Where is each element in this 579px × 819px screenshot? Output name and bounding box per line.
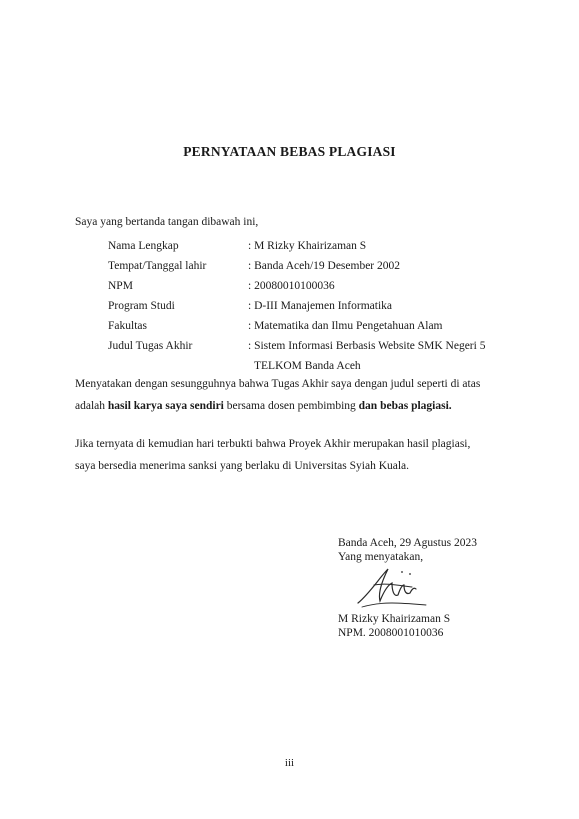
statement-text: adalah [75,400,108,412]
statement-line-1: Menyatakan dengan sesungguhnya bahwa Tugas Akhir saya dengan judul seperti di atas [75,378,481,390]
field-value: : Banda Aceh/19 Desember 2002 [248,260,401,272]
statement-paragraph [75,373,505,417]
statement-emphasis: hasil karya saya sendiri [107,400,224,412]
statement-emphasis: dan bebas plagiasi. [358,400,452,412]
field-value: : Sistem Informasi Berbasis Website SMK Negeri 5 [248,340,486,352]
field-label: Fakultas [108,320,147,332]
field-value-continuation: TELKOM Banda Aceh [254,360,361,372]
consequence-line-2: saya bersedia menerima sanksi yang berlaku di Universitas Syiah Kuala. [75,460,410,472]
intro-text: Saya yang bertanda tangan dibawah ini, [75,216,259,228]
page-number: iii [284,757,295,769]
handwritten-signature-icon [352,563,438,609]
place-date: Banda Aceh, 29 Agustus 2023 [338,537,477,549]
field-value: : Matematika dan Ilmu Pengetahuan Alam [248,320,443,332]
field-label: NPM [108,280,133,292]
field-value: : D-III Manajemen Informatika [248,300,393,312]
signer-npm: NPM. 2008001010036 [338,627,444,639]
consequence-paragraph [75,433,505,477]
page-title: PERNYATAAN BEBAS PLAGIASI [183,144,396,159]
field-value: : M Rizky Khairizaman S [248,240,367,252]
signer-name: M Rizky Khairizaman S [338,613,451,625]
field-label: Program Studi [108,300,175,312]
consequence-line-1: Jika ternyata di kemudian hari terbukti bahwa Proyek Akhir merupakan hasil plagiasi, [75,438,471,450]
field-value: : 20080010100036 [248,280,335,292]
field-label: Tempat/Tanggal lahir [108,260,207,272]
statement-text: bersama dosen pembimbing [223,400,359,412]
field-label: Judul Tugas Akhir [108,340,193,352]
declarer-label: Yang menyatakan, [338,551,424,563]
statement-line-2 [75,395,505,417]
field-label: Nama Lengkap [108,240,179,252]
